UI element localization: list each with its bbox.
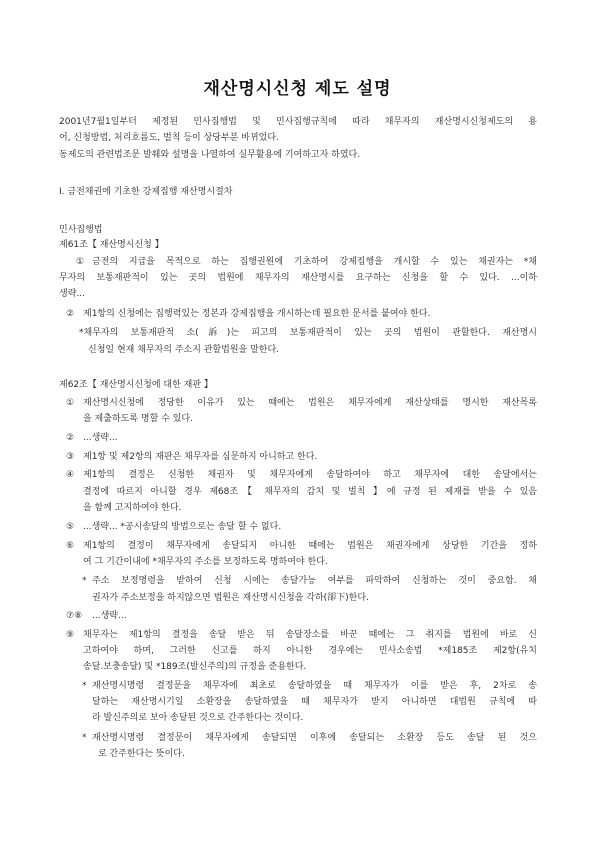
item-number: ③	[66, 452, 75, 462]
article-61-note: 신청일 현재 채무자의 주소지 관할법원을 말한다.	[88, 345, 280, 355]
article-62-item: ...생략...	[83, 433, 118, 443]
article-61-note: *채무자의 보통재판적 소(訴)는 피고의 보통재판적이 있는 곳의 법원이 관할한다. 재산명시	[79, 328, 537, 338]
note-asterisk: *	[82, 576, 87, 586]
article-62-item: 제1항의 결정이 채무자에게 송달되지 아니한 때에는 법원은 채권자에게 상당한 기간을 정하	[83, 541, 537, 551]
article-62-item: 여 그 기간이내에 *채무자의 주소를 보정하도록 명하여야 한다.	[83, 557, 328, 567]
note-asterisk: *	[82, 733, 87, 743]
article-62-item: 송달.보충송달) 및 *189조(발신주의)의 규정을 준용한다.	[83, 662, 307, 672]
intro-line: 2001년7월1일부터 제정된 민사집행법 및 민사집행규칙에 따라 채무자의 재산명시신청제도의 용	[59, 117, 537, 127]
article-62-item: 결정에 따르지 아니할 경우 제68조【 채무자의 감치 및 벌칙 】에 규정 된 제재를 받을 수 있음	[83, 487, 537, 497]
article-62-item: ...생략... *공시송달의 방법으로는 송달 할 수 없다.	[83, 522, 282, 532]
paragraph-number: ②	[66, 309, 75, 319]
note-asterisk: *	[82, 681, 87, 691]
item-number: ⑥	[66, 541, 75, 551]
article-62-note: 주소 보정명령을 받하여 신청 시에는 송달가능 여부를 파악하여 신청하는 것이 중요함. 채	[92, 576, 537, 586]
article-62-item: 을 제출하도록 명할 수 있다.	[83, 414, 193, 424]
article-62-note: 라 발신주의로 보아 송달된 것으로 간주한다는 것이다.	[92, 713, 304, 723]
law-name: 민사집행법	[59, 225, 103, 235]
item-number: ⑤	[66, 522, 75, 532]
item-number: ②	[66, 433, 75, 443]
article-62-item: 채무자는 제1항의 결정을 송달 받은 뒤 송달장소를 바꾼 때에는 그 취지를 법원에 바로 신	[83, 630, 537, 640]
document-title: 재산명시신청 제도 설명	[203, 79, 392, 99]
item-number: ⑨	[66, 630, 75, 640]
item-number: ④	[66, 470, 75, 480]
item-number: ⑦⑧	[66, 611, 83, 621]
item-number: ①	[66, 398, 75, 408]
article-61-heading: 제61조【 재산명시신청 】	[59, 240, 164, 250]
intro-line: 동제도의 관련법조문 발췌와 설명을 나열하여 실무활용에 기여하고자 하였다.	[59, 150, 361, 160]
article-62-item: 고하여야 하며, 그러한 신고를 하지 아니한 경우에는 민사소송법 *제185조 제2항(유치	[83, 646, 537, 656]
article-62-item: 재산명시신청에 정당한 이유가 있는 때에는 법원은 채무자에게 재산상태를 명시한 재산목록	[83, 398, 537, 408]
article-62-note: 재산명시명령 결정문을 채무자에 최초로 송달하였을 때 채무자가 이를 받은 후, 2차로 송	[92, 681, 537, 691]
article-61-paragraph-1: 무자의 보통재판적이 있는 곳의 법원에 채무자의 재산명시를 요구하는 신청을 할 수 있다. ...이하	[59, 273, 537, 283]
article-61-paragraph-1: 생략...	[59, 289, 85, 299]
article-62-item: 을 함께 고지하여야 한다.	[83, 503, 182, 513]
article-61-paragraph-1: ①금전의 지급을 목적으로 하는 집행권원에 기초하여 강제집행을 개시할 수 있는 채권자는 *채	[76, 257, 537, 267]
article-62-item: 제1항의 결정은 신청한 채권자 및 채무자에게 송달하여야 하고 채무자에 대한 송달에서는	[83, 470, 537, 480]
article-62-item: 제1항 및 제2항의 재판은 채무자를 심문하지 아니하고 한다.	[83, 452, 318, 462]
article-61-paragraph-2: 제1항의 신청에는 집행력있는 정본과 강제집행을 개시하는데 필요한 문서를 붙여야 한다.	[83, 309, 431, 319]
article-62-note: 권자가 주소보정을 하지않으면 법원은 재산명시신청을 각하(卻下)한다.	[92, 593, 369, 603]
article-62-note: 로 간주한다는 뜻이다.	[98, 749, 185, 759]
intro-line: 어, 신청방법, 처리흐름도, 벌칙 등이 상당부분 바뀌었다.	[59, 133, 279, 143]
article-62-note: 달하는 재산명시기일 소환장을 송달하였을 때 채무자가 받지 아니하면 대법원 규칙에 따	[92, 697, 537, 707]
article-62-item: ...생략...	[92, 611, 127, 621]
article-62-note: 재산명시명령 결정문이 채무자에게 송달되면 이후에 송달되는 소환장 등도 송달 된 것으	[92, 733, 537, 743]
section-heading: Ⅰ. 금전채권에 기초한 강제집행 재산명시절차	[59, 187, 233, 197]
article-62-heading: 제62조【 재산명시신청에 대한 재판 】	[59, 380, 213, 390]
